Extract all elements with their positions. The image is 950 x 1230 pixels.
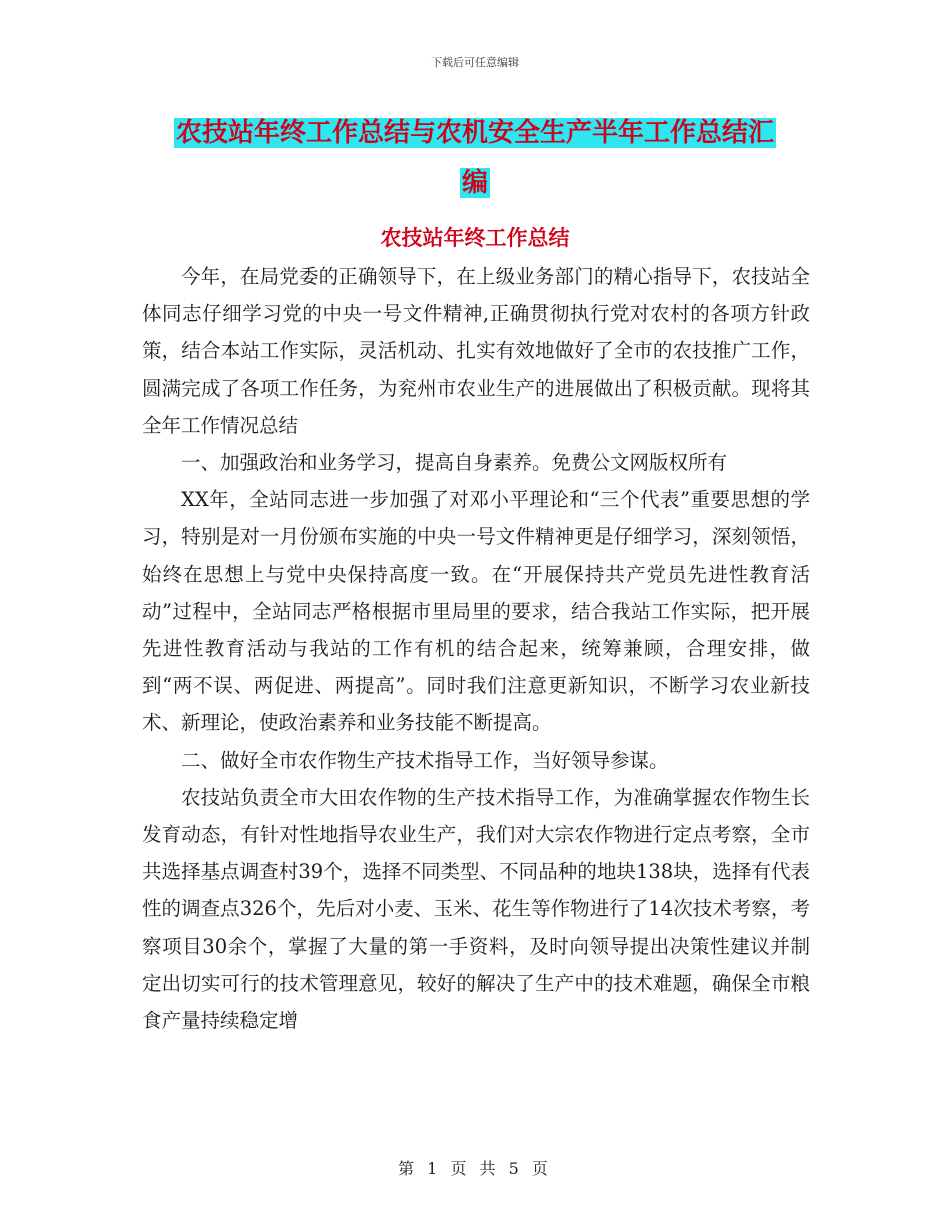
header-note: 下载后可任意编辑 [431, 56, 519, 69]
paragraph-study: XX年，全站同志进一步加强了对邓小平理论和“三个代表”重要思想的学习，特别是对一月份颁布实施的中央一号文件精神更是仔细学习，深刻领悟，始终在思想上与党中央保持高度一致。在“开展保持共产党员先进性教育活动”过程中，全站同志严格根据市里局里的要求，结合我站工作实际，把开展先进性教育活动与我站的工作有机的结合起来，统筹兼顾，合理安排，做到“两不误、两促进、两提高”。同时我们注意更新知识，不断学习农业新技术、新理论，使政治素养和业务技能不断提高。 [142, 488, 810, 735]
title-line-1: 农技站年终工作总结与农机安全生产半年工作总结汇 [175, 118, 774, 148]
paragraph-guidance: 农技站负责全市大田农作物的生产技术指导工作，为准确掌握农作物生长发育动态，有针对性地指导农业生产，我们对大宗农作物进行定点考察，全市共选择基点调查村39个，选择不同类型、不同品种的地块138块，选择有代表性的调查点326个，先后对小麦、玉米、花生等作物进行了14次技术考察，考察项目30余个，掌握了大量的第一手资料，及时向领导提出决策性建议并制定出切实可行的技术管理意见，较好的解决了生产中的技术难题，确保全市粮食产量持续稳定增 [142, 785, 810, 1033]
section-title: 农技站年终工作总结 [380, 225, 570, 250]
body-text [142, 258, 810, 1039]
page-footer: 第 1 页 共 5 页 [398, 1159, 552, 1178]
paragraph-heading-2: 二、做好全市农作物生产技术指导工作，当好领导参谋。 [181, 748, 669, 772]
paragraph-heading-1: 一、加强政治和业务学习，提高自身素养。免费公文网版权所有 [181, 451, 728, 475]
paragraph-intro: 今年，在局党委的正确领导下，在上级业务部门的精心指导下，农技站全体同志仔细学习党的中央一号文件精神,正确贯彻执行党对农村的各项方针政策，结合本站工作实际，灵活机动、扎实有效地做好了全市的农技推广工作，圆满完成了各项工作任务，为兖州市农业生产的进展做出了积极贡献。现将其全年工作情况总结 [142, 265, 810, 437]
document-title [140, 108, 810, 208]
title-line-2: 编 [461, 168, 488, 198]
